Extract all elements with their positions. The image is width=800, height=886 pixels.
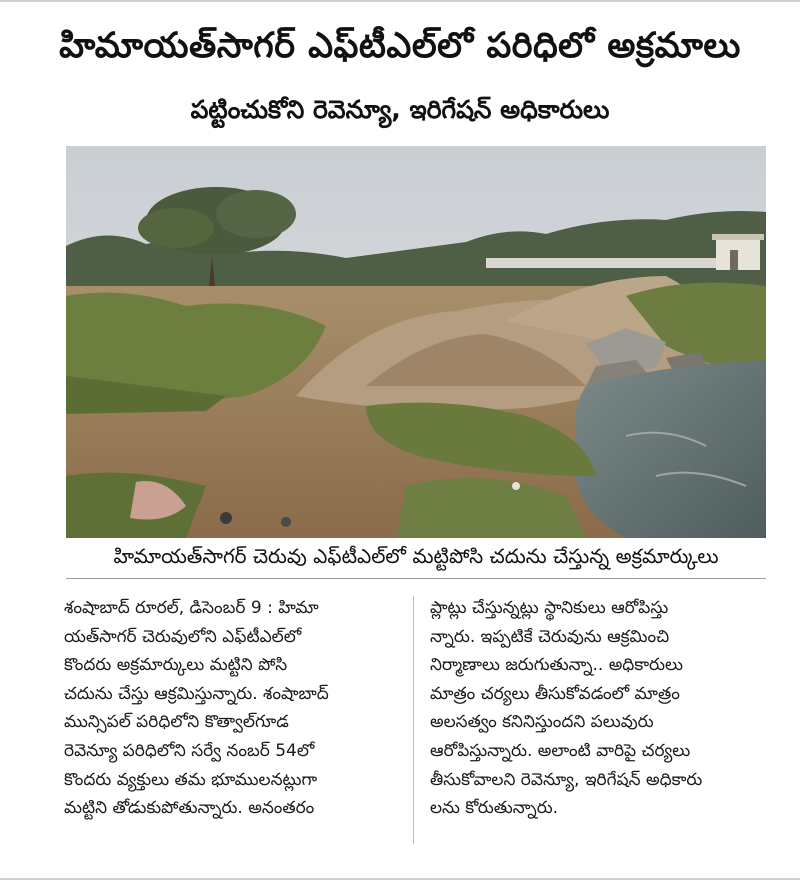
headline: హిమాయత్‌సాగర్ ఎఫ్‌టీఎల్‌లో పరిధిలో అక్రమాలు	[59, 26, 741, 66]
subheadline: పట్టించుకోని రెవెన్యూ, ఇరిగేషన్ అధికారులు	[190, 95, 610, 124]
body-line: అలసత్వం కనినిస్తుందని పలువురు	[430, 712, 654, 733]
body-line: శంషాబాద్ రూరల్, డిసెంబర్ 9 : హిమా	[64, 598, 319, 618]
top-border	[0, 0, 800, 2]
news-photo	[66, 146, 766, 538]
body-line: ప్లాట్లు చేస్తున్నట్లు స్థానికులు ఆరోపిస్తు	[430, 598, 669, 618]
body-line: మున్సిపల్ పరిధిలోని కొత్వాల్‌గూడ	[64, 712, 289, 733]
body-line: మట్టిని తోడుకుపోతున్నారు. అనంతరం	[64, 798, 315, 819]
body-line: న్నారు. ఇప్పటికే చెరువును ఆక్రమించి	[430, 626, 670, 647]
body-line: యత్‌సాగర్ చెరువులోని ఎఫ్‌టీఎల్‌లో	[64, 626, 302, 647]
photo-caption: హిమాయత్‌సాగర్ చెరువు ఎఫ్‌టీఎల్‌లో మట్టిపోసి చదును చేస్తున్న అక్రమార్కులు	[113, 544, 719, 568]
body-line: ఆరోపిస్తున్నారు. అలాంటి వారిపై చర్యలు	[430, 740, 691, 761]
body-line: కొందరు అక్రమార్కులు మట్టిని పోసి	[64, 655, 288, 676]
body-line: రెవెన్యూ పరిధిలోని సర్వే నంబర్ 54లో	[64, 740, 315, 761]
body-line: నిర్మాణాలు జరుగుతున్నా.. అధికారులు	[430, 655, 683, 676]
caption-divider	[66, 578, 766, 579]
body-line: లను కోరుతున్నారు.	[430, 798, 559, 819]
lake-landfill-photo	[66, 146, 766, 538]
body-line: మాత్రం చర్యలు తీసుకోవడంలో మాత్రం	[430, 683, 680, 704]
article-column-right	[430, 594, 770, 823]
body-line: చదును చేస్తు ఆక్రమిస్తున్నారు. శంషాబాద్	[64, 683, 329, 704]
article-column-left	[64, 594, 404, 823]
body-line: తీసుకోవాలని రెవెన్యూ, ఇరిగేషన్ అధికారు	[430, 769, 703, 790]
bottom-border	[0, 878, 800, 880]
column-divider	[413, 596, 414, 844]
body-line: కొందరు వ్యక్తులు తమ భూములనట్లుగా	[64, 769, 318, 790]
